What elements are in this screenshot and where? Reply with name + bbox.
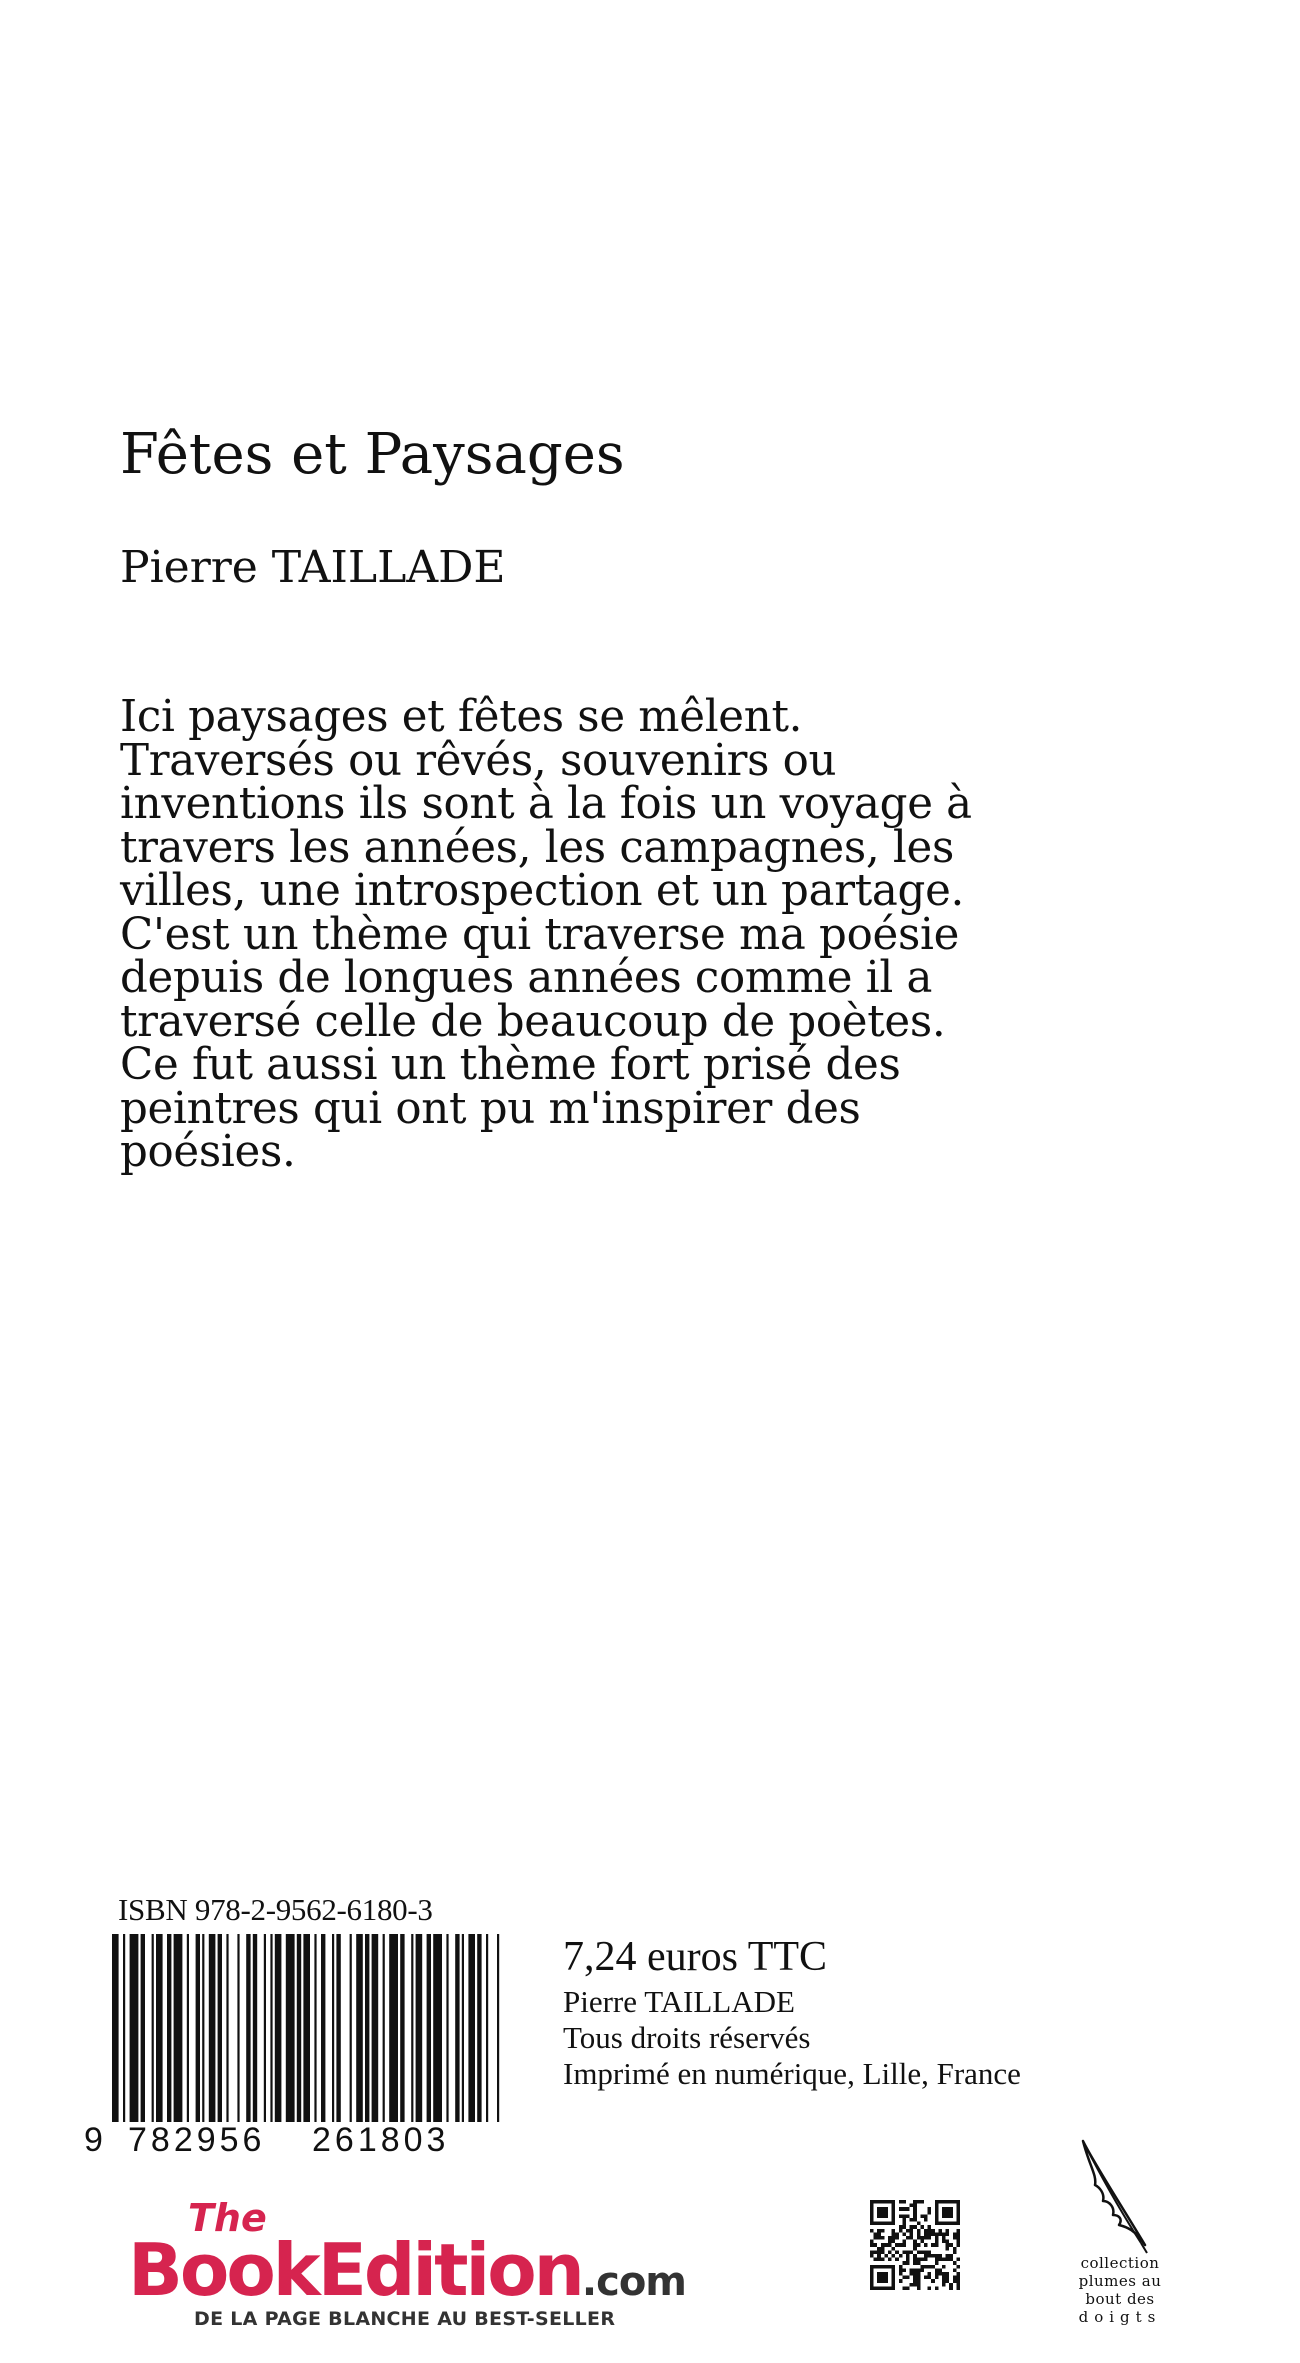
blurb-line: C'est un thème qui traverse ma poésie	[120, 909, 960, 960]
logo-the: The	[188, 2196, 267, 2240]
blurb-line: poésies.	[120, 1127, 296, 1177]
blurb-line: traversé celle de beaucoup de poètes.	[120, 996, 946, 1047]
collection-line: doigts	[1078, 2308, 1162, 2326]
blurb-line: travers les années, les campagnes, les	[120, 822, 955, 873]
blurb-line: peintres qui ont pu m'inspirer des	[120, 1083, 861, 1134]
qr-code-icon	[870, 2200, 960, 2290]
book-title: Fêtes et Paysages	[120, 422, 625, 487]
publication-info	[563, 1984, 1021, 2092]
info-author: Pierre TAILLADE	[563, 1984, 795, 2019]
blurb-line: Ce fut aussi un thème fort prisé des	[120, 1040, 901, 1090]
blurb-line: depuis de longues années comme il a	[120, 953, 933, 1003]
isbn-number: ISBN 978-2-9562-6180-3	[118, 1892, 433, 1927]
info-rights: Tous droits réservés	[563, 2020, 811, 2055]
barcode-digits	[84, 2120, 504, 2170]
logo-domain: .com	[581, 2259, 686, 2305]
price: 7,24 euros TTC	[563, 1934, 828, 1980]
book-author: Pierre TAILLADE	[120, 542, 506, 593]
blurb-line: Traversés ou rêvés, souvenirs ou	[120, 735, 837, 786]
collection-label	[1040, 2254, 1200, 2326]
logo-tagline: DE LA PAGE BLANCHE AU BEST-SELLER	[194, 2308, 616, 2330]
barcode-digit-first: 9	[84, 2121, 103, 2159]
collection-line: bout des	[1085, 2290, 1155, 2308]
barcode-digit-right-group: 261803	[312, 2121, 450, 2159]
barcode-digit-left-group: 782956	[128, 2121, 266, 2159]
logo-name: BookEdition	[128, 2228, 582, 2312]
barcode	[110, 1934, 500, 2122]
collection-line: plumes au	[1078, 2272, 1162, 2290]
publisher-logo	[128, 2196, 728, 2336]
feather-quill-icon	[1075, 2135, 1155, 2255]
blurb-line: Ici paysages et fêtes se mêlent.	[120, 692, 803, 742]
back-cover-blurb	[120, 692, 980, 1177]
collection-line: collection	[1080, 2254, 1160, 2272]
info-printed: Imprimé en numérique, Lille, France	[563, 2056, 1021, 2091]
blurb-line: inventions ils sont à la fois un voyage à	[120, 779, 972, 829]
blurb-line: villes, une introspection et un partage.	[120, 866, 965, 916]
